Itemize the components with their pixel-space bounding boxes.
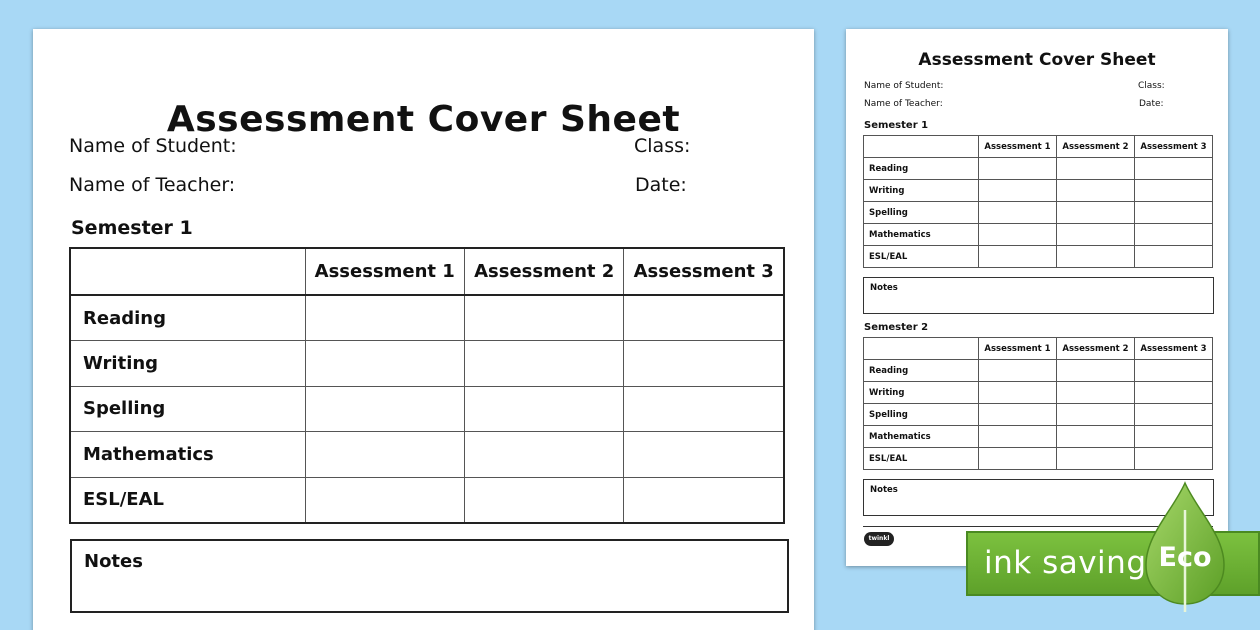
score-cell [1057, 202, 1135, 224]
score-cell [979, 224, 1057, 246]
score-cell [979, 404, 1057, 426]
student-name-label: Name of Student: [864, 81, 944, 91]
notes-label: Notes [870, 283, 898, 293]
score-cell [305, 341, 464, 387]
score-cell [1057, 224, 1135, 246]
score-cell [464, 477, 623, 523]
row-label: ESL/EAL [70, 477, 305, 523]
score-cell [1057, 360, 1135, 382]
score-cell [1057, 404, 1135, 426]
column-header: Assessment 2 [464, 248, 623, 295]
row-label: Reading [70, 295, 305, 341]
score-cell [1135, 360, 1213, 382]
table-row [864, 426, 1213, 448]
table-header-row [864, 338, 1213, 360]
row-label: Writing [70, 341, 305, 387]
page-title: Assessment Cover Sheet [166, 99, 681, 140]
header-empty-cell [864, 338, 979, 360]
row-label: Mathematics [70, 432, 305, 478]
table-row [70, 477, 784, 523]
score-cell [1135, 404, 1213, 426]
class-label: Class: [1138, 81, 1165, 91]
row-label: Reading [864, 158, 979, 180]
column-header: Assessment 3 [1135, 338, 1213, 360]
column-header: Assessment 2 [1057, 338, 1135, 360]
header-empty-cell [70, 248, 305, 295]
column-header: Assessment 1 [979, 338, 1057, 360]
row-label: Reading [864, 360, 979, 382]
score-cell [624, 477, 784, 523]
score-cell [979, 382, 1057, 404]
score-cell [979, 158, 1057, 180]
score-cell [1135, 180, 1213, 202]
table-row [864, 382, 1213, 404]
score-cell [1057, 448, 1135, 470]
date-label: Date: [1139, 99, 1164, 109]
row-label: Mathematics [864, 426, 979, 448]
score-cell [1135, 224, 1213, 246]
teacher-name-label: Name of Teacher: [864, 99, 943, 109]
semester-heading: Semester 1 [71, 217, 193, 239]
table-header-row [70, 248, 784, 295]
table-row [70, 432, 784, 478]
class-label: Class: [634, 135, 691, 157]
twinkl-logo: twinkl [864, 532, 894, 546]
row-label: Spelling [864, 404, 979, 426]
table-row [70, 295, 784, 341]
semester-heading: Semester 2 [864, 322, 929, 333]
header-empty-cell [864, 136, 979, 158]
row-label: Spelling [864, 202, 979, 224]
score-cell [464, 341, 623, 387]
ink-saving-label: ink saving [984, 545, 1147, 581]
column-header: Assessment 3 [1135, 136, 1213, 158]
table-row [864, 180, 1213, 202]
score-cell [305, 386, 464, 432]
notes-box [863, 277, 1214, 314]
column-header: Assessment 1 [979, 136, 1057, 158]
score-cell [1135, 246, 1213, 268]
row-label: ESL/EAL [864, 448, 979, 470]
score-cell [979, 246, 1057, 268]
sheet-preview-large [33, 29, 814, 630]
score-cell [1135, 426, 1213, 448]
eco-label: Eco [1158, 542, 1212, 573]
score-cell [1057, 180, 1135, 202]
assessment-table [863, 337, 1213, 470]
date-label: Date: [635, 174, 687, 196]
score-cell [464, 386, 623, 432]
score-cell [305, 295, 464, 341]
student-name-label: Name of Student: [69, 135, 237, 157]
eco-leaf-icon [1142, 480, 1228, 615]
score-cell [979, 426, 1057, 448]
score-cell [624, 341, 784, 387]
assessment-table [69, 247, 785, 524]
score-cell [624, 432, 784, 478]
row-label: Spelling [70, 386, 305, 432]
assessment-table [863, 135, 1213, 268]
column-header: Assessment 2 [1057, 136, 1135, 158]
score-cell [1135, 382, 1213, 404]
notes-label: Notes [84, 551, 143, 572]
column-header: Assessment 1 [305, 248, 464, 295]
table-row [864, 404, 1213, 426]
score-cell [979, 202, 1057, 224]
table-row [864, 224, 1213, 246]
table-row [70, 341, 784, 387]
table-row [864, 360, 1213, 382]
page-title: Assessment Cover Sheet [918, 50, 1156, 70]
score-cell [1057, 426, 1135, 448]
notes-label: Notes [870, 485, 898, 495]
table-row [70, 386, 784, 432]
score-cell [1057, 382, 1135, 404]
score-cell [624, 386, 784, 432]
row-label: Writing [864, 180, 979, 202]
score-cell [1057, 246, 1135, 268]
table-header-row [864, 136, 1213, 158]
score-cell [979, 360, 1057, 382]
score-cell [464, 295, 623, 341]
score-cell [305, 432, 464, 478]
score-cell [464, 432, 623, 478]
score-cell [979, 180, 1057, 202]
table-row [864, 202, 1213, 224]
score-cell [1135, 202, 1213, 224]
row-label: Writing [864, 382, 979, 404]
score-cell [1135, 158, 1213, 180]
row-label: Mathematics [864, 224, 979, 246]
score-cell [1135, 448, 1213, 470]
score-cell [305, 477, 464, 523]
semester-heading: Semester 1 [864, 120, 929, 131]
table-row [864, 448, 1213, 470]
table-row [864, 246, 1213, 268]
notes-box [70, 539, 789, 613]
column-header: Assessment 3 [624, 248, 784, 295]
score-cell [1057, 158, 1135, 180]
score-cell [979, 448, 1057, 470]
score-cell [624, 295, 784, 341]
teacher-name-label: Name of Teacher: [69, 174, 236, 196]
row-label: ESL/EAL [864, 246, 979, 268]
table-row [864, 158, 1213, 180]
